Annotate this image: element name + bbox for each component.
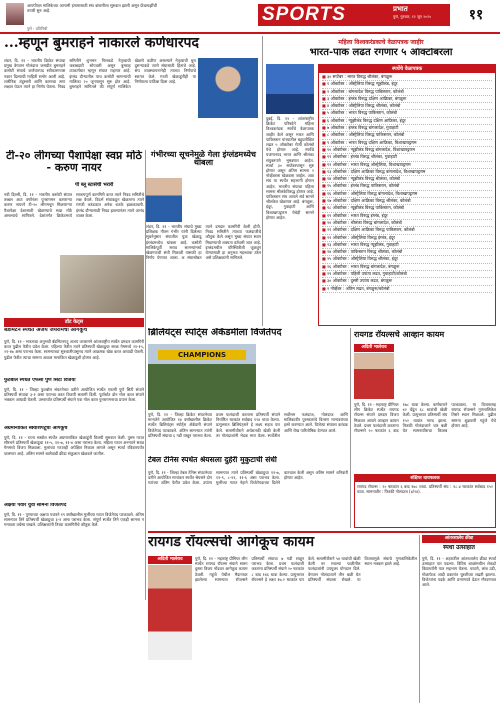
- schedule-item: ■ १५ ऑक्टोबर : इंग्लंड विरुद्ध पाकिस्तान, कोलंबो: [322, 183, 492, 190]
- schedule-item: ■ २२ ऑक्टोबर : ऑस्ट्रेलिया विरुद्ध इंग्लंड, इंदूर: [322, 235, 492, 242]
- lead-photo: [198, 58, 258, 118]
- royals-headline: रायगड रॉयल्सचे आव्हान कायम: [354, 330, 445, 339]
- t20-headline: टी-२० लीगच्या पैशापेक्षा स्वप्न मोठे - करुण नायर: [6, 150, 142, 174]
- ad-body: पुणे, दि. ११ - पुण्याच्या अक्षया पवारने १९ वर्षांखालील मुलींच्या गटात विजेतेपद पटकावले. अंतिम सामन्यात तिने प्रतिस्पर्धी खेळाडूचा ३-१ असा पराभव केला. संपूर्ण स्पर्धेत तिने एकही सामना न गमावता वर्चस्व राखले. प्रशिक्षकांनी तिच्या कामगिरीचे कौतुक केले.: [4, 512, 144, 528]
- chess-headline: बॅडमिंटन स्पर्धेत अजय जयरामची आगेकूच: [4, 328, 88, 333]
- schedule-item: ■ २५ ऑक्टोबर : ऑस्ट्रेलिया विरुद्ध श्रीलंका, इंदूर: [322, 256, 492, 263]
- schedule-item: ■ २ ऑक्टोबर : बांगलादेश विरुद्ध पाकिस्तान, कोलंबो: [322, 89, 492, 96]
- chess-label: डॉट केट्स: [4, 318, 144, 327]
- schedule-item: ■ ११ ऑक्टोबर : इंग्लंड विरुद्ध श्रीलंका, गुवाहाटी: [322, 154, 492, 161]
- bottom-side-title: आंतरशालेय क्रीडा: [422, 535, 496, 543]
- schedule-item: ■ ५ ऑक्टोबर : भारत विरुद्ध पाकिस्तान, कोलंबो: [322, 110, 492, 117]
- schedule-item: ■ ९ ऑक्टोबर : भारत विरुद्ध दक्षिण आफ्रिका, विशाखापट्टणम: [322, 140, 492, 147]
- schedule-box: [318, 64, 496, 326]
- masthead-teaser-caption: पुणे : प्रतिनिधी: [27, 26, 48, 31]
- futsal-body: पुणे, दि. ११ - जिल्हा फुटबॉल संघटनेच्या वतीने आयोजित स्पर्धेत एफसी पुणे सिटी संघाने प्रतिस्पर्धी संघाचा ३-१ असा पराभव करत विजयी सलामी दिली. पूर्वार्धात दोन गोल करत संघाने भक्कम आघाडी घेतली. उत्तरार्धात प्रतिस्पर्धी संघाने एक गोल करत पुनरागमनाचा प्रयत्न केला.: [4, 387, 144, 403]
- academy-headline: ब्रिलियंट्स स्पोर्ट्स ॲकॅडमीला विजेतेपद: [148, 328, 282, 338]
- col-rule-4: [419, 535, 420, 703]
- squash-body: पुणे, दि. ११ - राज्य स्क्वॉश स्पर्धेत अग्रमानांकित खेळाडूंनी विजयी सुरुवात केली. पुरुष गटात सौरभने प्रतिस्पर्धी खेळाडूचा ११-५, ११-७, ११-४ असा पराभव केला. महिला गटात अनन्याने सरळ गेममध्ये विजय मिळवला. मुलांच्या गटातही अपेक्षित निकाल लागले असून स्पर्धा रविवारपर्यंत चालणार आहे. अंतिम सामने बालेवाडी क्रीडा संकुलात खेळवले जातील.: [4, 435, 144, 456]
- academy-photo-banner: CHAMPIONS: [158, 350, 246, 360]
- section-title: SPORTS: [262, 4, 346, 25]
- schedule-item: ■ १३ ऑक्टोबर : दक्षिण आफ्रिका विरुद्ध बांगलादेश, विशाखापट्टणम: [322, 169, 492, 176]
- wtc-body: दुबई, दि. ११ - आंतरराष्ट्रीय क्रिकेट परिषदेने महिला विश्वकरंडक स्पर्धेचे वेळापत्रक जाहीर केले असून भारत आणि पाकिस्तान यांच्यातील बहुप्रतीक्षित लढत ५ ऑक्टोबर रोजी कोलंबो येथे होणार आहे. स्पर्धेचे यजमानपद भारत आणि श्रीलंका संयुक्तपणे भूषवणार आहेत. स्पर्धा ३० सप्टेंबरपासून सुरु होणार असून अंतिम सामना २ नोव्हेंबरला खेळवला जाईल. आठ संघ या स्पर्धेत सहभागी होणार आहेत. भारतीय संघाचा पहिला सामना श्रीलंकेविरुद्ध होणार आहे. पाकिस्तान संघ आपले सर्व सामने श्रीलंकेत खेळणार आहे. बंगळुरू, इंदूर, गुवाहाटी आणि विशाखापट्टणम येथेही सामने होणार आहेत.: [266, 116, 314, 220]
- futsal-headline: फुटबॉल स्पर्धेत एफसी पुणे सिटी विजयी: [4, 378, 76, 383]
- schedule-item: ■ १९ ऑक्टोबर : भारत विरुद्ध इंग्लंड, इंदूर: [322, 213, 492, 220]
- schedule-item: ■ २४ ऑक्टोबर : पाकिस्तान विरुद्ध श्रीलंका, कोलंबो: [322, 249, 492, 256]
- schedule-item: ■ २ नोव्हेंबर : अंतिम लढत, बंगळुरू/कोलंबो: [322, 286, 492, 293]
- squash-headline: अग्रमानांकित स्क्वॉशपटूंची आगेकूच: [4, 426, 68, 431]
- schedule-item: ■ २६ ऑक्टोबर : भारत विरुद्ध बांगलादेश, बंगळुरू: [322, 264, 492, 271]
- t20-byline: पी ब्लू स्टार्सची भरारी: [75, 182, 114, 188]
- col-rule-2: [262, 36, 263, 326]
- schedule-list: [319, 73, 495, 294]
- bottom-headline: रायगड रॉयल्सची आगेकूच कायम: [148, 535, 315, 550]
- royals-score-box: [354, 474, 496, 528]
- schedule-item: ■ ३० सप्टेंबर : भारत विरुद्ध श्रीलंका, बंगळुरू: [322, 74, 492, 81]
- royals-score: रायगड रॉयल्स : २० षटकांत ६ बाद १७८ धावा. प्रतिस्पर्धी संघ : १८.४ षटकांत सर्वबाद १५२ धावा. सामनावीर : फिरकी गोलंदाज (४/२४).: [357, 484, 493, 495]
- royals-label: अदिती भालेराव: [354, 344, 394, 352]
- lead-headline: ...म्हणून बुमराहने नाकारले कर्णधारपद: [4, 36, 199, 51]
- chess-body: पुणे, दि. ११ - भारताचा अनुभवी बॅडमिंटनपटू अजय जयरामने आंतरराष्ट्रीय स्पर्धेत दमदार कामगिरी करत पुढील फेरीत प्रवेश केला. पहिल्या फेरीत त्याने प्रतिस्पर्धी खेळाडूचा सरळ गेममध्ये २१-१५, २१-१७ असा पराभव केला. सामन्याच्या सुरुवातीपासूनच त्याने आक्रमक खेळ करत आघाडी घेतली. पुढील फेरीत त्याचा सामना अव्वल मानांकित खेळाडूशी होणार आहे.: [4, 339, 144, 360]
- bottom-photo: [148, 565, 192, 660]
- masthead-teaser: आयपीएल मालिकेच्या आगामी हंगामासाठी संघ बांधणीला सुरुवात झाली असून फ्रॅंचायझींची तयारी सुरु आहे.: [27, 3, 157, 14]
- wtc-headline: भारत-पाक लढत रंगणार ५ ऑक्टोबरला: [309, 48, 453, 58]
- schedule-item: ■ १६ ऑक्टोबर : ऑस्ट्रेलिया विरुद्ध बांगलादेश, विशाखापट्टणम: [322, 191, 492, 198]
- bottom-side-body: पुणे, दि. ११ - शहरातील आंतरशालेय क्रीडा स्पर्धा उत्साहात पार पडल्या. विविध शाळांमधील शेकडो विद्यार्थ्यांनी यात सहभाग घेतला. धावणे, लांब उडी, गोळाफेक आदी प्रकारांत चुरशीच्या लढती झाल्या. विजेत्यांना पदके आणि प्रमाणपत्रे देऊन गौरवण्यात आले.: [422, 556, 496, 588]
- bottom-rule: [148, 531, 496, 533]
- schedule-item: ■ ३ ऑक्टोबर : इंग्लंड विरुद्ध दक्षिण आफ्रिका, बंगळुरू: [322, 96, 492, 103]
- schedule-item: ■ १७ ऑक्टोबर : दक्षिण आफ्रिका विरुद्ध श्रीलंका, कोलंबो: [322, 198, 492, 205]
- dravid-body: लंडन, दि. ११ - भारतीय संघाचे मुख्य प्रशिक्षक गौतम गंभीर यांनी दिलेल्या सूचनेनुसार संघातील युवा खेळाडू इंग्लंडमध्येच थांबला आहे. कसोटी मालिकेपूर्वी सराव सामन्यांमध्ये खेळण्याची संधी मिळावी यासाठी हा निर्णय घेण्यात आला. अ संघासोबत त्याने दमदार कामगिरी केली होती. निवड समितीने त्याच्या फलंदाजीचे कौतुक केले असून मुख्य संघात स्थान मिळण्याची शक्यता वर्तवली जात आहे. इंग्लंडमधील परिस्थितीशी जुळवून घेण्यासाठी हा अनुभव महत्त्वाचा ठरेल असे प्रशिक्षकांनी सांगितले.: [146, 224, 261, 261]
- tabletennis-headline: टेबल टेनिस स्पर्धेत श्रेयसला दुहेरी मुकुटाची संधी: [148, 456, 277, 464]
- dravid-headline: गंभीरच्या सूचनेमुळे गेला इंग्लंडमध्येच थांबला: [151, 150, 256, 168]
- col-rule-1: [145, 150, 146, 600]
- col-rule-3: [350, 328, 351, 528]
- masthead: [0, 0, 500, 34]
- tabletennis-body: पुणे, दि. ११ - जिल्हा टेबल टेनिस संघटनेच्या वतीने आयोजित मानांकन स्पर्धेत श्रेयसने दोन गटांच्या अंतिम फेरीत प्रवेश केला. उपांत्य सामन्यात त्याने प्रतिस्पर्धी खेळाडूचा ११-७, ११-९, ८-११, ११-६ असा पराभव केला. मुलींच्या गटात नेहाने विजेतेपदाच्या दिशेने वाटचाल केली असून अंतिम सामने शनिवारी होणार आहेत.: [148, 470, 348, 486]
- schedule-item: ■ २१ ऑक्टोबर : दक्षिण आफ्रिका विरुद्ध पाकिस्तान, कोलंबो: [322, 227, 492, 234]
- royals-body: पुणे, दि. ११ - महाराष्ट्र प्रीमियर लीग क्रिकेट स्पर्धेत रायगड रॉयल्स संघाने दमदार विजय मिळवत आपले आव्हान कायम ठेवले. प्रथम फलंदाजी करताना रॉयल्सने २० षटकांत ६ बाद १७८ धावा केल्या. कर्णधाराने ४२ चेंडूंत ६८ धावांची खेळी केली. प्रत्युत्तरात प्रतिस्पर्धी संघ १५२ धावांत गारद झाला. फिरकी गोलंदाजाने चार बळी घेत सामनावीराचा किताब पटकावला. या विजयासह रायगड रॉयल्सने गुणतालिकेत तिसरे स्थान मिळवले. पुढील सामना शुक्रवारी गहुंजे येथे होणार आहे.: [354, 402, 496, 434]
- royals-photo: [354, 353, 394, 399]
- schedule-item: ■ १ ऑक्टोबर : ऑस्ट्रेलिया विरुद्ध न्यूझीलंड, इंदूर: [322, 81, 492, 88]
- schedule-item: ■ ७ ऑक्टोबर : इंग्लंड विरुद्ध बांगलादेश, गुवाहाटी: [322, 125, 492, 132]
- dravid-photo: [146, 178, 182, 222]
- paper-name: प्रभात: [393, 5, 408, 13]
- date-line: पुणे, गुरुवार, १२ जून २०२५: [393, 15, 431, 19]
- ad-headline: अक्षया पवार युवा सामना विजेतेपद: [4, 503, 67, 508]
- lead-body: लंडन, दि. ११ - भारतीय क्रिकेट संघाचा प्रमुख वेगवान गोलंदाज जसप्रीत बुमराहने कसोटी संघाचे कर्णधारपद स्वीकारण्यास नकार दिल्याची माहिती समोर आली आहे. शारीरिक तंदुरुस्ती आणि कामाचा ताण लक्षात घेऊन त्याने हा निर्णय घेतला. निवड समितीने शुभमन गिलकडे नेतृत्वाची जबाबदारी सोपवली असून बुमराह उपकर्णधार म्हणून संघात राहणार आहे. इंग्लंड दौऱ्यातील पाच कसोटी सामन्यांची मालिका २० जूनपासून सुरु होत आहे. बुमराहने सांगितले की संपूर्ण मालिकेत खेळणे कठीण असल्याने नेतृत्वाची धुरा दुसऱ्याकडे जाणे संघासाठी हिताचे आहे. संघ व्यवस्थापनानेही त्याच्या निर्णयाचे स्वागत केले. माजी खेळाडूंनीही या निर्णयाला पाठिंबा दिला आहे.: [4, 58, 196, 90]
- wtc-kicker: महिला विश्वकरंडकाचे वेळापत्रक जाहीर: [338, 39, 424, 46]
- t20-body: नवी दिल्ली, दि. ११ - भारतीय कसोटी संघात तब्बल आठ वर्षांनंतर पुनरागमन करणाऱ्या करुण नायरने टी-२० लीगमधून मिळणाऱ्या पैशापेक्षा देशासाठी खेळण्याचे स्वप्न मोठे असल्याचे सांगितले. देशांतर्गत क्रिकेटमध्ये सातत्यपूर्ण कामगिरी करत त्याने निवड समितीचे लक्ष वेधले. विदर्भ संघाकडून खेळताना त्याने रणजी करंडकात अनेक शतके झळकावली. इंग्लंड दौऱ्यासाठी निवड झाल्यानंतर त्याने आनंद व्यक्त केला.: [4, 192, 144, 218]
- bottom-label: अदिती भालेराव: [148, 556, 192, 564]
- academy-body-side: [258, 344, 348, 410]
- schedule-item: ■ २९ ऑक्टोबर : पहिली उपांत्य लढत, गुवाहाटी/कोलंबो: [322, 271, 492, 278]
- schedule-item: ■ १४ ऑक्टोबर : न्यूझीलंड विरुद्ध श्रीलंका, कोलंबो: [322, 176, 492, 183]
- academy-photo: [148, 344, 256, 410]
- schedule-item: ■ २३ ऑक्टोबर : भारत विरुद्ध न्यूझीलंड, गुवाहाटी: [322, 242, 492, 249]
- schedule-title: स्पर्धेचे वेळापत्रक: [319, 65, 495, 73]
- wtc-photo: [266, 64, 314, 114]
- masthead-teaser-photo: [6, 3, 24, 25]
- academy-body: पुणे, दि. ११ - जिल्हा क्रिकेट संघटनेच्या मान्यतेने आयोजित १४ वर्षांखालील क्रिकेट स्पर्धेत ब्रिलियंट्स स्पोर्ट्स ॲकॅडमी संघाने विजेतेपद पटकावले. अंतिम सामन्यात त्यांनी प्रतिस्पर्धी संघाचा ६ गडी राखून पराभव केला. प्रथम फलंदाजी करताना प्रतिस्पर्धी संघाने निर्धारित षटकांत सर्वबाद १२४ धावा केल्या. प्रत्युत्तरात ब्रिलियंट्सने हे लक्ष्य सहज पार केले. सलामीवीराने अर्धशतकी खेळी केली तर गोलंदाजांनी भेदक मारा केला. स्पर्धेतील सर्वोत्तम फलंदाज, गोलंदाज आणि मालिकावीर पुरस्कारांचे वितरण मान्यवरांच्या हस्ते करण्यात आले. विजेत्या संघाला करंडक आणि रोख पारितोषिक देण्यात आले.: [148, 412, 348, 438]
- schedule-item: ■ ४ ऑक्टोबर : ऑस्ट्रेलिया विरुद्ध श्रीलंका, कोलंबो: [322, 103, 492, 110]
- page-number: ११: [468, 7, 484, 23]
- schedule-item: ■ ८ ऑक्टोबर : ऑस्ट्रेलिया विरुद्ध पाकिस्तान, कोलंबो: [322, 132, 492, 139]
- schedule-item: ■ १८ ऑक्टोबर : न्यूझीलंड विरुद्ध पाकिस्तान, कोलंबो: [322, 205, 492, 212]
- bottom-body: पुणे, दि. ११ - महाराष्ट्र प्रीमियर लीग स्पर्धेत रायगड रॉयल्स संघाने सलग दुसरा विजय नोंदवत आगेकूच कायम ठेवली. गहुंजे येथील मैदानावर झालेल्या सामन्यात रॉयल्सने प्रतिस्पर्धी संघाचा ७ गडी राखून पराभव केला. प्रथम फलंदाजी करताना प्रतिस्पर्धी संघाने २० षटकांत ८ बाद १४६ धावा केल्या. प्रत्युत्तरात रॉयल्सने हे लक्ष्य १७.२ षटकांत पार केले. सलामीवीराने ५४ धावांची खेळी केली तर मधल्या फळीतील फलंदाजांनी उपयुक्त योगदान दिले. वेगवान गोलंदाजाने तीन बळी घेत प्रतिस्पर्धी संघाला रोखले. या विजयामुळे संघाचे गुणतालिकेतील स्थान भक्कम झाले आहे.: [195, 556, 417, 582]
- schedule-item: ■ १२ ऑक्टोबर : भारत विरुद्ध ऑस्ट्रेलिया, विशाखापट्टणम: [322, 162, 492, 169]
- t20-photo: [60, 255, 144, 313]
- bottom-side-headline: स्पर्धा उत्साहात: [443, 545, 475, 551]
- masthead-rule: [0, 32, 500, 34]
- royals-score-title: संक्षिप्त धावफलक: [355, 475, 495, 482]
- schedule-item: ■ ३० ऑक्टोबर : दुसरी उपांत्य लढत, बंगळुरू: [322, 278, 492, 285]
- schedule-item: ■ १० ऑक्टोबर : न्यूझीलंड विरुद्ध बांगलादेश, विशाखापट्टणम: [322, 147, 492, 154]
- schedule-item: ■ ६ ऑक्टोबर : न्यूझीलंड विरुद्ध दक्षिण आफ्रिका, इंदूर: [322, 118, 492, 125]
- schedule-item: ■ २० ऑक्टोबर : श्रीलंका विरुद्ध बांगलादेश, कोलंबो: [322, 220, 492, 227]
